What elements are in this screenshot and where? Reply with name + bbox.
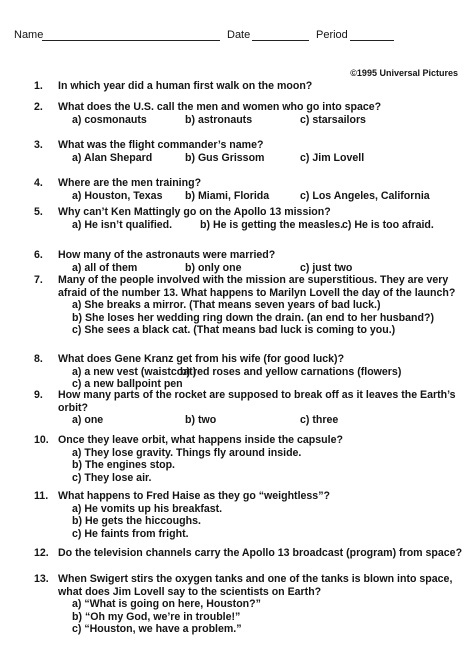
- date-label: Date: [227, 29, 251, 41]
- question-number: 12.: [34, 547, 49, 559]
- answer-option[interactable]: c) He is too afraid.: [342, 218, 434, 231]
- period-blank[interactable]: [350, 40, 394, 41]
- answer-option[interactable]: c) Jim Lovell: [300, 151, 365, 164]
- name-label: Name: [14, 29, 44, 41]
- answer-option[interactable]: b) The engines stop.: [72, 459, 175, 472]
- answer-option[interactable]: b) He gets the hiccoughs.: [72, 515, 201, 528]
- date-blank[interactable]: [252, 40, 309, 41]
- period-label: Period: [316, 29, 348, 41]
- answer-option[interactable]: c) They lose air.: [72, 471, 152, 484]
- question-number: 7.: [34, 274, 43, 286]
- question-text: How many parts of the rocket are supposed to break off as it leaves the Earth’s: [58, 389, 456, 401]
- answer-option[interactable]: a) She breaks a mirror. (That means seven years of bad luck.): [72, 299, 381, 312]
- question-text: Many of the people involved with the mission are superstitious. They are very: [58, 274, 449, 286]
- answer-option[interactable]: b) only one: [185, 261, 242, 274]
- question-text: What was the flight commander’s name?: [58, 139, 264, 151]
- question-text: How many of the astronauts were married?: [58, 249, 276, 261]
- question-text: Where are the men training?: [58, 177, 202, 189]
- question-text: what does Jim Lovell say to the scientists on Earth?: [58, 585, 322, 598]
- question-number: 9.: [34, 389, 43, 401]
- question-text: Do the television channels carry the Apollo 13 broadcast (program) from space?: [58, 547, 463, 559]
- question-text: Once they leave orbit, what happens inside the capsule?: [58, 434, 343, 446]
- question-text: afraid of the number 13. What happens to Marilyn Lovell the day of the launch?: [58, 286, 456, 299]
- answer-option[interactable]: a) one: [72, 414, 104, 427]
- name-blank[interactable]: [42, 40, 220, 41]
- answer-option[interactable]: c) a new ballpoint pen: [72, 378, 183, 391]
- question-text: What happens to Fred Haise as they go “weightless”?: [58, 490, 330, 502]
- question-number: 10.: [34, 434, 49, 446]
- answer-option[interactable]: c) Los Angeles, California: [300, 189, 430, 202]
- answer-option[interactable]: b) Gus Grissom: [185, 151, 265, 164]
- answer-option[interactable]: a) Houston, Texas: [72, 189, 163, 202]
- question-text: What does the U.S. call the men and women who go into space?: [58, 101, 382, 113]
- answer-option[interactable]: b) He is getting the measles.: [200, 218, 344, 231]
- answer-option[interactable]: c) “Houston, we have a problem.”: [72, 623, 242, 636]
- answer-option[interactable]: c) She sees a black cat. (That means bad luck is coming to you.): [72, 324, 396, 337]
- answer-option[interactable]: a) He isn’t qualified.: [72, 218, 173, 231]
- question-number: 2.: [34, 101, 43, 113]
- answer-option[interactable]: a) cosmonauts: [72, 113, 147, 126]
- question-number: 11.: [34, 490, 49, 502]
- answer-option[interactable]: a) all of them: [72, 261, 138, 274]
- answer-option[interactable]: a) “What is going on here, Houston?”: [72, 598, 261, 611]
- answer-option[interactable]: b) red roses and yellow carnations (flowers): [180, 365, 402, 378]
- answer-option[interactable]: a) They lose gravity. Things fly around inside.: [72, 446, 302, 459]
- answer-option[interactable]: c) He faints from fright.: [72, 527, 189, 540]
- question-text: orbit?: [58, 401, 89, 414]
- question-number: 6.: [34, 249, 43, 261]
- answer-option[interactable]: c) just two: [300, 261, 353, 274]
- question-text: In which year did a human first walk on the moon?: [58, 80, 313, 92]
- answer-option[interactable]: b) She loses her wedding ring down the drain. (an end to her husband?): [72, 311, 434, 324]
- answer-option[interactable]: b) Miami, Florida: [185, 189, 270, 202]
- question-text: What does Gene Kranz get from his wife (for good luck)?: [58, 353, 345, 365]
- answer-option[interactable]: a) Alan Shepard: [72, 151, 153, 164]
- answer-option[interactable]: b) “Oh my God, we’re in trouble!”: [72, 610, 241, 623]
- question-number: 8.: [34, 353, 43, 365]
- answer-option[interactable]: a) a new vest (waistcoat): [72, 365, 197, 378]
- answer-option[interactable]: b) two: [185, 414, 217, 427]
- answer-option[interactable]: a) He vomits up his breakfast.: [72, 502, 223, 515]
- worksheet-header: [14, 28, 464, 42]
- answer-option[interactable]: c) starsailors: [300, 113, 366, 126]
- question-text: When Swigert stirs the oxygen tanks and one of the tanks is blown into space,: [58, 573, 453, 585]
- copyright-notice: ©1995 Universal Pictures: [350, 68, 458, 78]
- question-number: 3.: [34, 139, 43, 151]
- question-number: 13.: [34, 573, 49, 585]
- question-text: Why can’t Ken Mattingly go on the Apollo 13 mission?: [58, 206, 331, 218]
- answer-option[interactable]: c) three: [300, 414, 339, 427]
- question-number: 4.: [34, 177, 43, 189]
- question-number: 1.: [34, 80, 43, 92]
- question-number: 5.: [34, 206, 43, 218]
- answer-option[interactable]: b) astronauts: [185, 113, 253, 126]
